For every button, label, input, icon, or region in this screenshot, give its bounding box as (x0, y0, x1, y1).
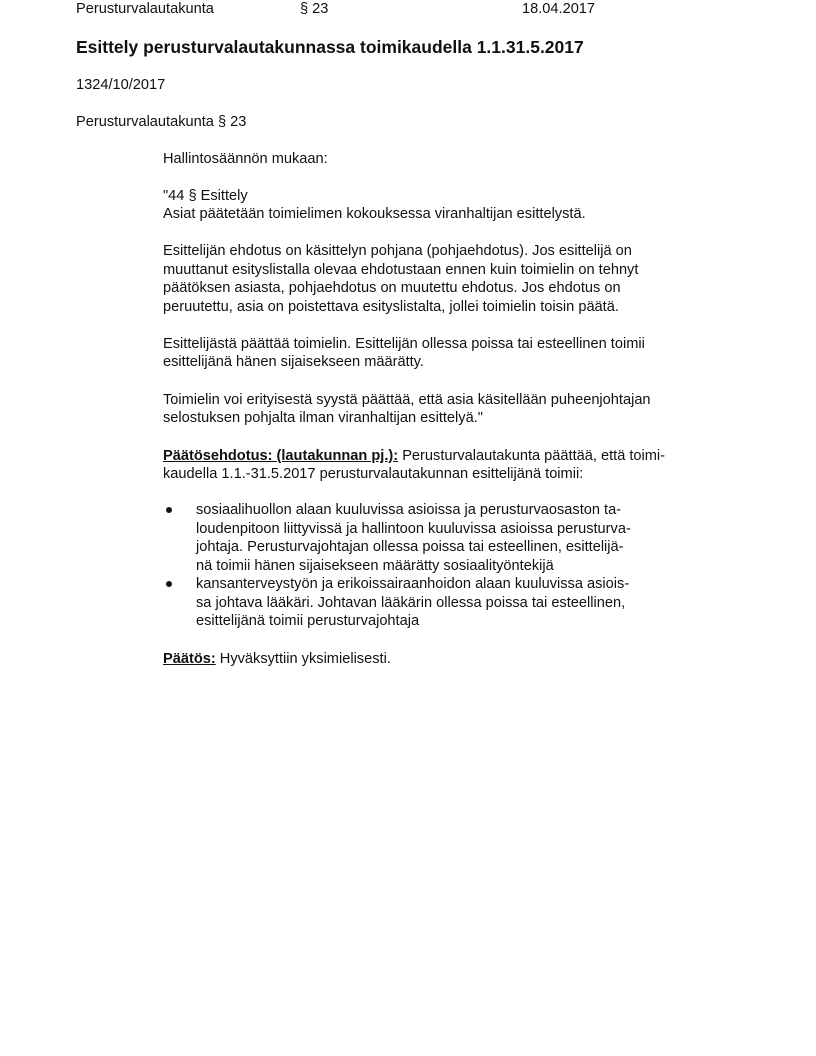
bullet-icon (166, 581, 172, 587)
para1-line: muuttanut esityslistalla olevaa ehdotustaan ennen kuin toimielin on tehnyt (163, 262, 639, 278)
para1-line: päätöksen asiasta, pohjaehdotus on muutettu ehdotus. Jos ehdotus on (163, 280, 621, 296)
decision-line (163, 650, 391, 668)
quote-line: Asiat päätetään toimielimen kokouksessa viranhaltijan esittelystä. (163, 206, 586, 222)
proposal-line (163, 447, 665, 465)
proposal-text: Perusturvalautakunta päättää, että toimi- (398, 448, 666, 464)
para1-line: peruutettu, asia on poistettava esityslistalta, jollei toimielin toisin päätä. (163, 299, 619, 315)
bullet-line: esittelijänä toimii perusturvajohtaja (196, 613, 420, 629)
para2-line: Esittelijästä päättää toimielin. Esittelijän ollessa poissa tai esteellinen toimii (163, 336, 645, 352)
bullet-line: sa johtava lääkäri. Johtavan lääkärin ollessa poissa tai esteellinen, (196, 595, 626, 611)
proposal-label: Päätösehdotus: (lautakunnan pj.): (163, 448, 399, 464)
intro-text: Hallintosäännön mukaan: (163, 151, 328, 167)
board-section: Perusturvalautakunta § 23 (76, 114, 247, 130)
para3-line: selostuksen pohjalta ilman viranhaltijan esittelyä." (163, 410, 483, 426)
document-title: Esittely perusturvalautakunnassa toimikaudella 1.1.31.5.2017 (76, 37, 584, 57)
decision-text: Hyväksyttiin yksimielisesti. (215, 651, 391, 667)
case-number: 1324/10/2017 (76, 77, 166, 93)
bullet-line: johtaja. Perusturvajohtajan ollessa poissa tai esteellinen, esittelijä- (196, 539, 624, 555)
bullet-line: loudenpitoon liittyvissä ja hallintoon kuuluvissa asioissa perusturva- (196, 521, 631, 537)
decision-label: Päätös: (163, 651, 216, 667)
bullet-line: nä toimii hänen sijaisekseen määrätty sosiaalityöntekijä (196, 558, 554, 574)
quote-line: "44 § Esittely (163, 188, 248, 204)
bullet-icon (166, 507, 172, 513)
proposal-line: kaudella 1.1.-31.5.2017 perusturvalautakunnan esittelijänä toimii: (163, 466, 584, 482)
para1-line: Esittelijän ehdotus on käsittelyn pohjana (pohjaehdotus). Jos esittelijä on (163, 243, 632, 259)
header-board: Perusturvalautakunta (76, 1, 214, 17)
header-date: 18.04.2017 (522, 1, 596, 17)
bullet-line: sosiaalihuollon alaan kuuluvissa asioissa ja perusturvaosaston ta- (196, 502, 622, 518)
para3-line: Toimielin voi erityisestä syystä päättää, että asia käsitellään puheenjohtajan (163, 392, 651, 408)
para2-line: esittelijänä hänen sijaisekseen määrätty. (163, 354, 424, 370)
bullet-line: kansanterveystyön ja erikoissairaanhoidon alaan kuuluvissa asiois- (196, 576, 630, 592)
header-section: § 23 (300, 1, 329, 17)
